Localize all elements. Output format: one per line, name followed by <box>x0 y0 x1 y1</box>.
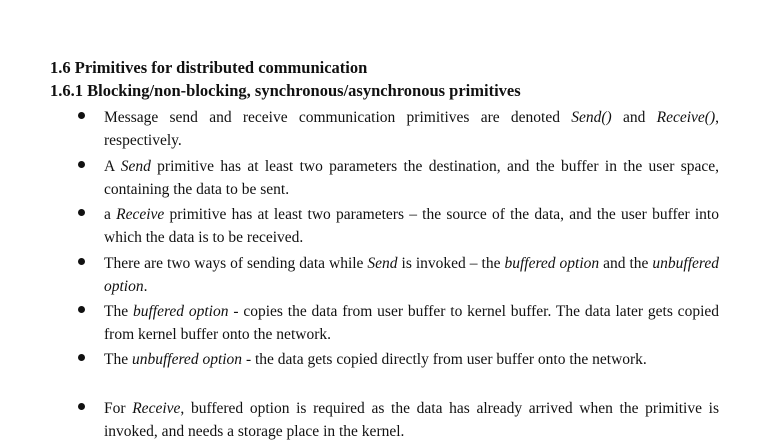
text-run: The <box>104 303 133 320</box>
text-run: a <box>104 206 117 223</box>
bullet-text <box>104 300 719 346</box>
bullet-icon <box>78 161 85 168</box>
italic-term: Send() <box>571 109 612 126</box>
bullet-text <box>104 348 719 371</box>
text-run: The <box>104 351 132 368</box>
subsection-heading: 1.6.1 Blocking/non-blocking, synchronous/asynchronous primitives <box>50 81 521 100</box>
text-run: Message send and receive communication primitives are denoted <box>104 109 572 126</box>
bullet-text <box>104 252 719 298</box>
italic-term: buffered option <box>132 303 229 320</box>
bullet-icon <box>78 403 85 410</box>
bullet-icon <box>78 306 85 313</box>
italic-term: Receive() <box>656 109 716 126</box>
bullet-icon <box>78 258 85 265</box>
bullet-icon <box>78 209 85 216</box>
text-run: is invoked – the <box>397 255 505 272</box>
italic-term: Receive <box>116 206 165 223</box>
italic-term: buffered option <box>504 255 600 272</box>
italic-term: unbuffered option <box>131 351 243 368</box>
bullet-text <box>104 397 719 443</box>
italic-term: unbuffered option <box>104 255 720 295</box>
bullet-icon <box>78 354 85 361</box>
text-run: primitive has at least two parameters the destination, and the buffer in the user space, containing the data to be sent. <box>104 158 720 198</box>
text-run: For <box>104 400 133 417</box>
bullet-icon <box>78 112 85 119</box>
text-run: - the data gets copied directly from user buffer onto the network. <box>242 351 647 368</box>
bullet-text <box>104 106 719 152</box>
text-run: and <box>611 109 657 126</box>
text-run: A <box>104 158 121 175</box>
text-run: and the <box>599 255 653 272</box>
italic-term: Send <box>120 158 151 175</box>
italic-term: Receive <box>132 400 181 417</box>
text-run: - copies the data from user buffer to kernel buffer. The data later gets copied from kernel buffer onto the network. <box>104 303 720 343</box>
section-heading: 1.6 Primitives for distributed communication <box>50 58 368 77</box>
text-run: , buffered option is required as the data has already arrived when the primitive is invoked, and needs a storage place in the kernel. <box>104 400 719 440</box>
text-run: . <box>143 278 148 295</box>
text-run: There are two ways of sending data while <box>104 255 368 272</box>
text-run: , respectively. <box>104 109 719 149</box>
bullet-text <box>104 155 719 201</box>
text-run: primitive has at least two parameters – the source of the data, and the user buffer into which the data is to be received. <box>104 206 719 246</box>
bullet-text <box>104 203 719 249</box>
italic-term: Send <box>367 255 398 272</box>
